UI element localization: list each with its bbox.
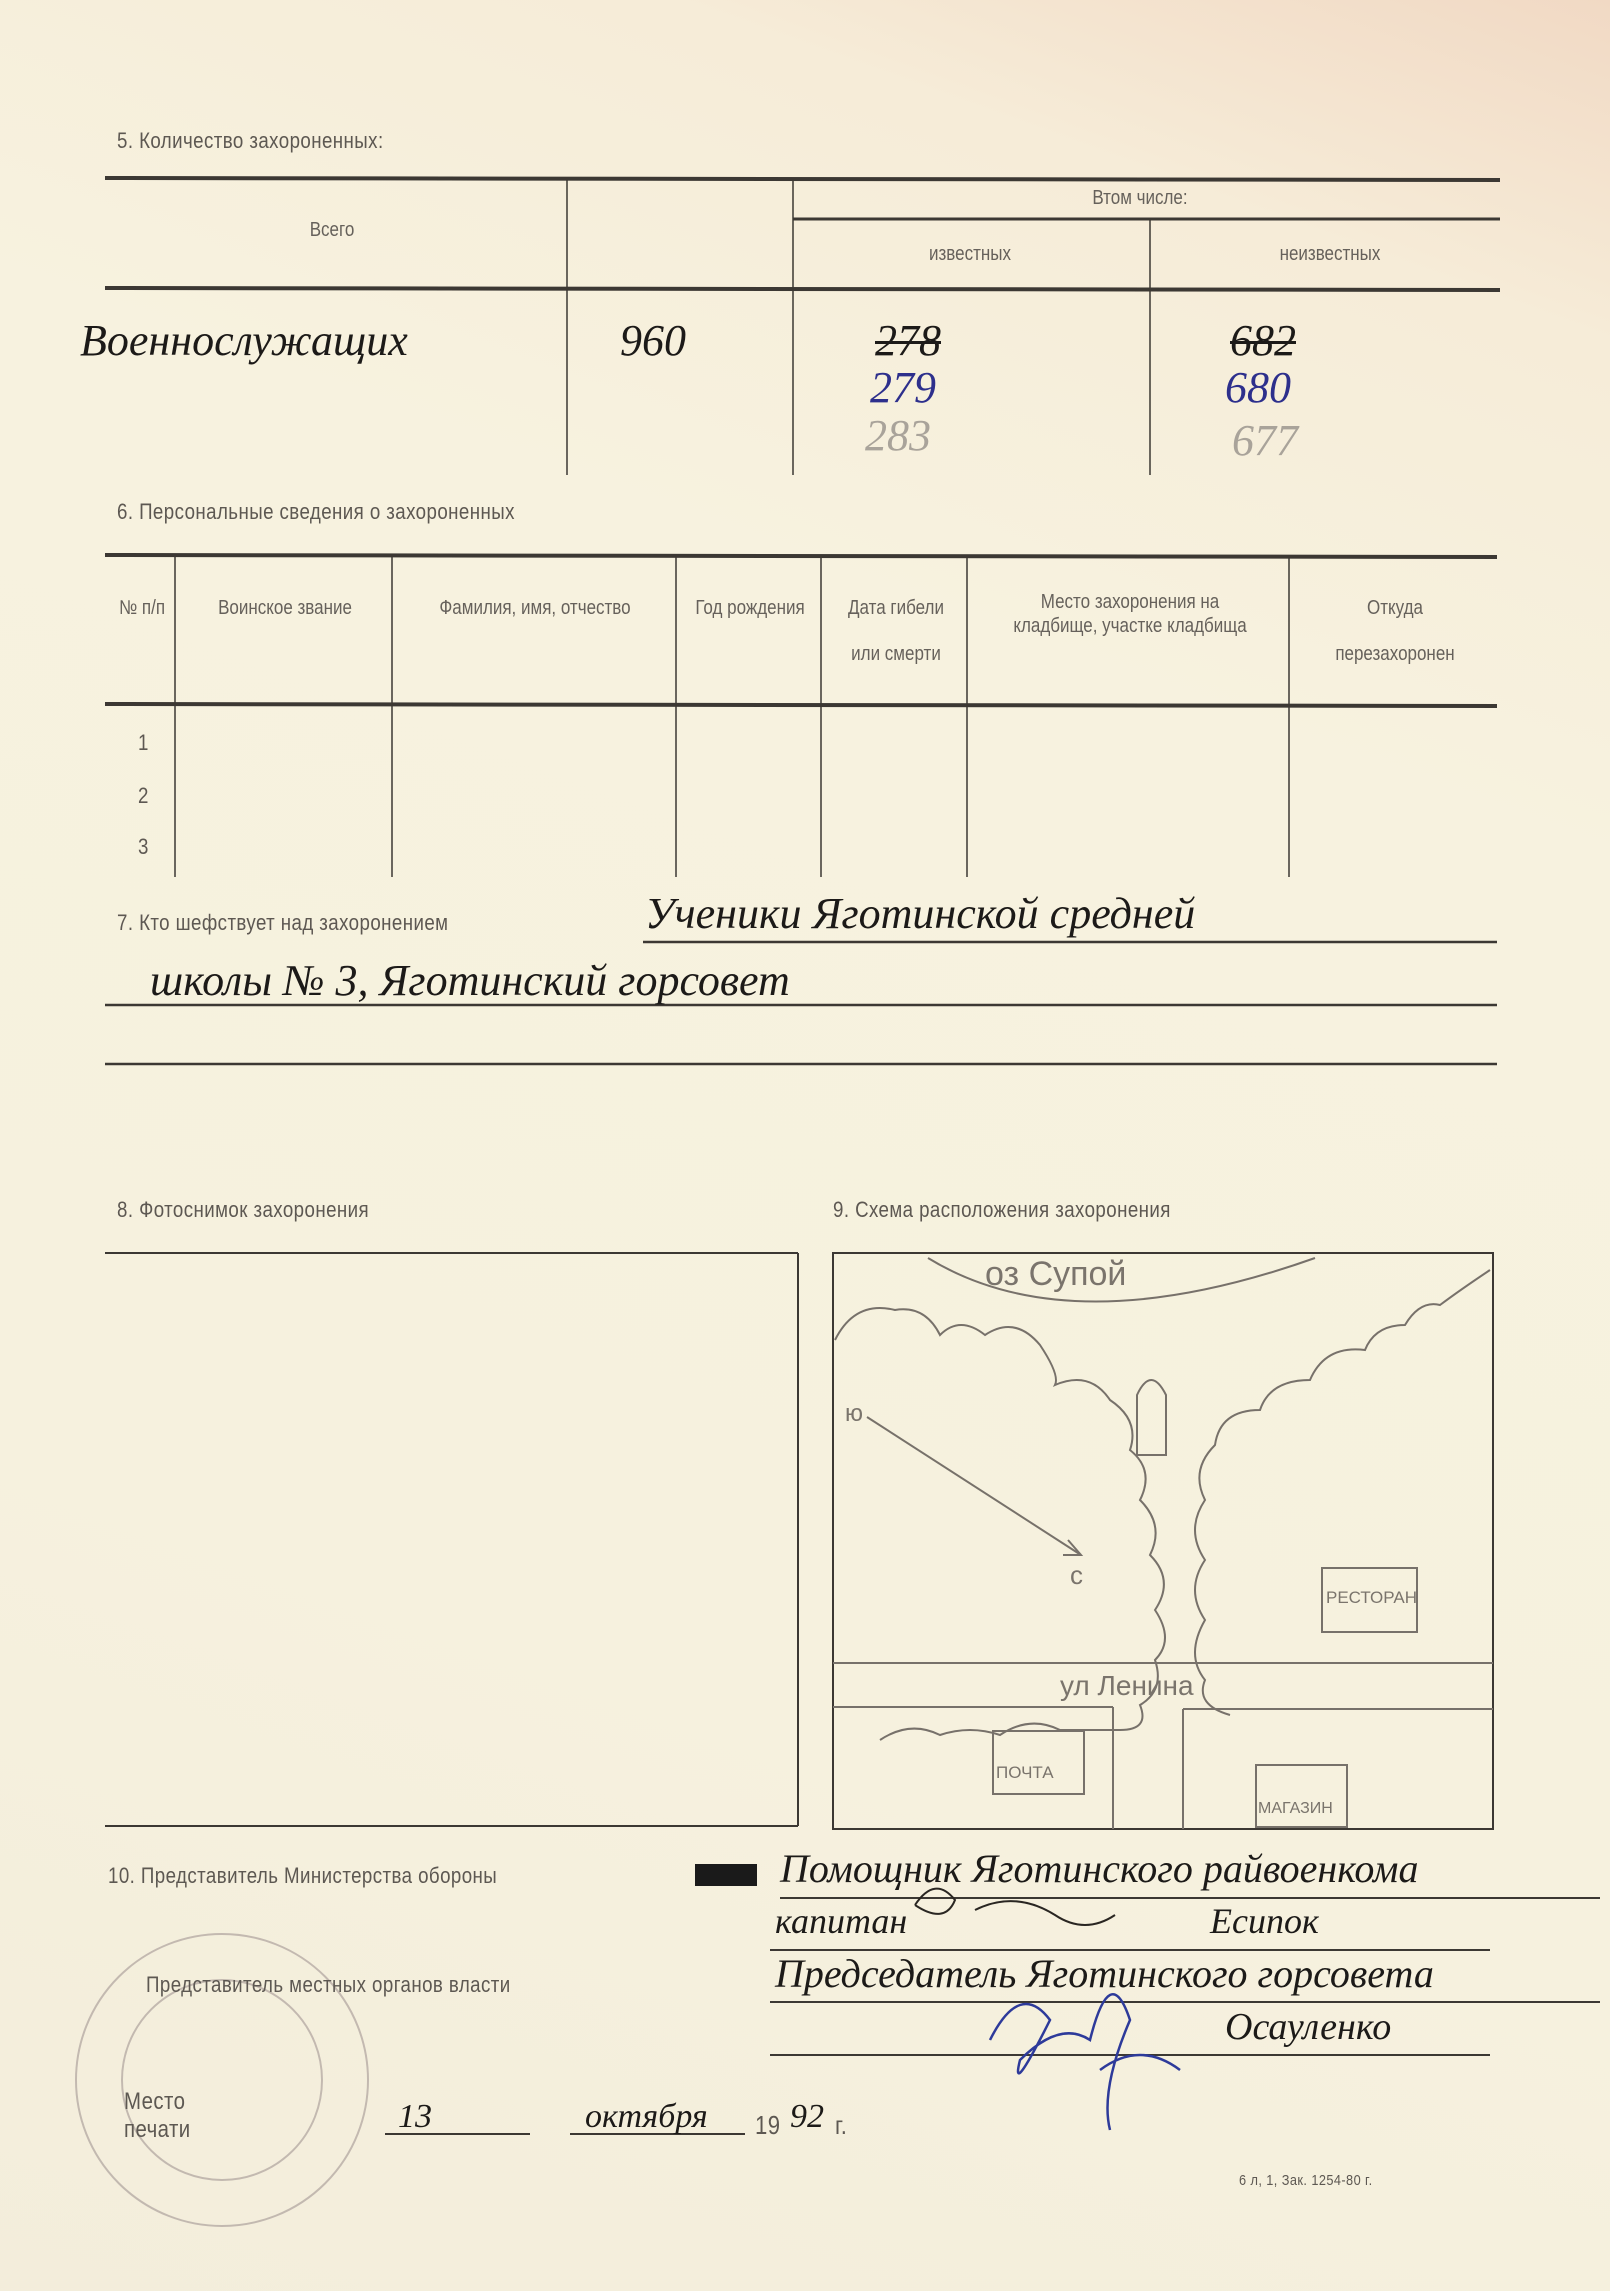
category-value: Военнослужащих	[80, 316, 408, 365]
local-line1: Председатель Яготинского горсовета	[775, 1951, 1434, 1996]
header-number: № п/п	[118, 597, 166, 619]
known-latest-value: 283	[865, 411, 931, 460]
patron-line1: Ученики Яготинской средней	[645, 889, 1196, 938]
header-including: Втом числе:	[1092, 187, 1188, 209]
map-restaurant-label: РЕСТОРАН	[1326, 1588, 1418, 1607]
mod-line1: Помощник Яготинского райвоенкома	[780, 1846, 1419, 1891]
section7-label: 7. Кто шефствует над захоронением	[117, 910, 449, 935]
map-street-label: ул Ленина	[1060, 1670, 1194, 1701]
header-birth-year: Год рождения	[695, 597, 805, 619]
header-known: известных	[929, 243, 1011, 265]
header-unknown: неизвестных	[1279, 243, 1381, 265]
redaction-mark	[695, 1864, 757, 1886]
known-corrected-value: 279	[870, 363, 936, 412]
section6-title: 6. Персональные сведения о захороненных	[117, 499, 515, 524]
map-shop-label: МАГАЗИН	[1258, 1800, 1333, 1817]
header-reburied-from: Откуда перезахоронен	[1335, 597, 1455, 665]
section8-title: 8. Фотоснимок захоронения	[117, 1197, 370, 1222]
known-struck-value: 278	[875, 316, 941, 365]
patron-line2: школы № 3, Яготинский горсовет	[150, 956, 790, 1005]
burial-map-drawing	[833, 1258, 1493, 1829]
date-suffix: г.	[835, 2110, 848, 2140]
map-north-label: с	[1070, 1560, 1083, 1590]
print-code: 6 л, 1, Зак. 1254-80 г.	[1239, 2172, 1373, 2189]
header-burial-place: Место захоронения на кладбище, участке кладбища	[1013, 591, 1247, 637]
header-death-date: Дата гибели или смерти	[848, 597, 944, 665]
stamp-label-line1: Место	[124, 2088, 186, 2115]
row-number: 1	[138, 730, 149, 755]
total-value: 960	[620, 316, 686, 365]
mod-signature	[915, 1889, 1115, 1925]
right-tree-cloud	[1195, 1270, 1490, 1715]
unknown-struck-value: 682	[1230, 316, 1296, 365]
header-total: Всего	[309, 219, 355, 241]
date-month: октября	[585, 2098, 708, 2135]
local-name: Осауленко	[1225, 2006, 1392, 2048]
date-year-suffix: 92	[790, 2098, 824, 2135]
section9-title: 9. Схема расположения захоронения	[833, 1197, 1171, 1222]
date-year-prefix: 19	[755, 2110, 781, 2140]
header-rank: Воинское звание	[218, 597, 352, 619]
unknown-corrected-value: 680	[1225, 363, 1291, 412]
direction-arrow	[867, 1417, 1081, 1555]
stamp-label-line2: печати	[124, 2116, 191, 2143]
section5-title: 5. Количество захороненных:	[117, 128, 384, 153]
mod-name: Есипок	[1210, 1901, 1319, 1941]
unknown-latest-value: 677	[1232, 416, 1298, 465]
map-lake-label: оз Супой	[985, 1255, 1127, 1293]
map-post-office-label: ПОЧТА	[996, 1763, 1054, 1782]
section10-label: 10. Представитель Министерства обороны	[108, 1863, 498, 1888]
header-full-name: Фамилия, имя, отчество	[439, 597, 631, 619]
row-number: 3	[138, 834, 149, 859]
mod-line2: капитан	[775, 1901, 908, 1941]
monument-icon	[1137, 1380, 1166, 1455]
date-day: 13	[398, 2098, 432, 2135]
local-signature	[990, 1994, 1180, 2130]
row-number: 2	[138, 783, 149, 808]
local-representative-label: Представитель местных органов власти	[146, 1972, 511, 1997]
map-south-label: ю	[845, 1400, 863, 1427]
